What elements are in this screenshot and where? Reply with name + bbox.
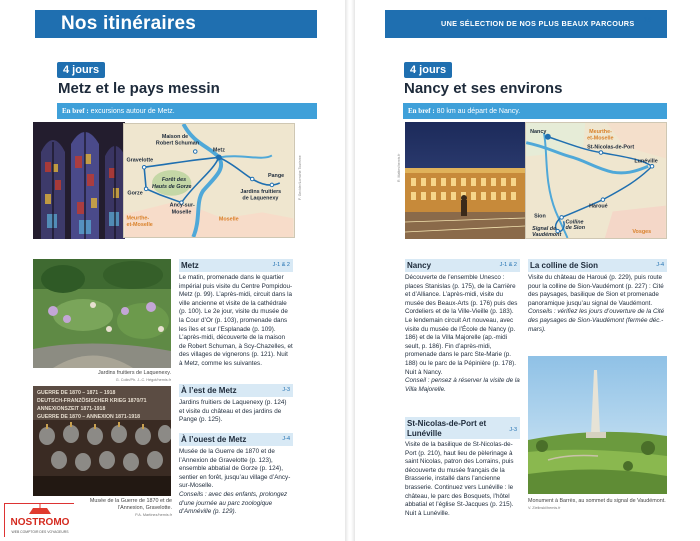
museum-caption-text: Musée de la Guerre de 1870 et de l’Annexion, Gravelotte. xyxy=(89,498,172,511)
map-label-colline1: Colline xyxy=(565,219,584,226)
section-nancy-days: J-1 & 2 xyxy=(499,262,517,268)
section-nancy xyxy=(405,259,520,394)
section-sion-head xyxy=(528,259,667,272)
section-stnicolas xyxy=(405,417,520,518)
chapter-title: Nos itinéraires xyxy=(61,13,196,34)
map-label-stnicolas: St-Nicolas-de-Port xyxy=(587,144,635,151)
map-label-metz: Metz xyxy=(212,147,225,154)
right-page xyxy=(355,0,700,541)
map-label-vosges: Vosges xyxy=(632,229,652,236)
section-sion xyxy=(528,259,667,334)
running-header xyxy=(385,10,667,38)
metz-map-art xyxy=(124,124,294,237)
map-label-colline2: de Sion xyxy=(565,225,585,232)
duration-badge: 4 jours xyxy=(57,62,105,78)
monument-caption-text: Monument à Barrès, au sommet du signal de Vaudémont. xyxy=(528,498,666,504)
map-label-robert: Robert Schuman xyxy=(155,140,200,147)
section-west-text: Musée de la Guerre de 1870 et de l’Annexion de Gravelotte (p. 123), ensemble abbatial de Gorze (p. 124), sentier en forêt, jusqu’au village d’Ancy-sur-Moselle. xyxy=(179,448,291,490)
monument-credit: V. Zielinski/hemis.fr xyxy=(528,506,561,510)
map-label-region1: Meurthe- xyxy=(126,215,150,222)
map-label-signal1: Signal de xyxy=(532,226,557,233)
nancy-map-art xyxy=(526,123,666,238)
section-nancy-title: Nancy xyxy=(407,261,432,270)
map-label-ancy: Ancy-sur- xyxy=(169,202,195,209)
section-west-head xyxy=(179,433,293,446)
running-header-text: UNE SÉLECTION DE NOS PLUS BEAUX PARCOURS xyxy=(441,19,635,28)
cathedral-photo-art xyxy=(33,122,125,239)
section-metz-days: J-1 & 2 xyxy=(272,262,290,268)
svg-text:DEUTSCH-FRANZÖSISCHER KRIEG 18: DEUTSCH-FRANZÖSISCHER KRIEG 1870/71 xyxy=(37,398,147,404)
section-stnicolas-text: Visite de la basilique de St-Nicolas-de-Port (p. 210), haut lieu de pèlerinage à saint Nicolas, patron des Lorrains, puis découverte du musée français de la Brasserie, installé dans l’ancienne brasserie. Continuez vers Lunéville : le château, le parc des Bosquets, l’hôtel abbatial et l’église St-Jacques (p. 215). Nuit à Lunéville. xyxy=(405,441,514,517)
section-east-days: J-3 xyxy=(282,387,290,393)
section-metz xyxy=(179,259,293,369)
section-metz-title: Metz xyxy=(181,261,199,270)
duration-badge: 4 jours xyxy=(404,62,452,78)
map-label-region1: Meurthe- xyxy=(589,128,612,135)
map-label-foret: Forêt des xyxy=(161,176,187,183)
section-east-title: À l’est de Metz xyxy=(181,386,237,395)
logo-tagline: WEB COMPTOIR DES VOYAGEURS xyxy=(11,530,69,534)
nancy-photo xyxy=(405,122,525,239)
map-label-region2: et-Moselle xyxy=(587,135,614,142)
map-label-region2: et-Moselle xyxy=(126,222,153,229)
section-west-note: Conseils : avec des enfants, prolongez d’une journée au parc zoologique d’Amnéville (p. 129). xyxy=(179,490,288,516)
book-gutter xyxy=(345,0,355,541)
svg-text:ANNEXIONSZEIT 1871-1918: ANNEXIONSZEIT 1871-1918 xyxy=(37,406,106,412)
map-label-gravelotte: Gravelotte xyxy=(126,157,154,164)
page-number: 19 xyxy=(644,17,652,24)
museum-credit: P.A. Martinez/hemis.fr xyxy=(135,513,172,517)
left-page xyxy=(0,0,345,541)
map-label-nancy: Nancy xyxy=(530,128,547,135)
section-east-metz xyxy=(179,384,293,425)
section-sion-title: La colline de Sion xyxy=(530,261,599,270)
map-label-signal2: Vaudémont xyxy=(532,232,562,238)
map-label-jardins: Jardins fruitiers xyxy=(240,188,282,195)
metz-map xyxy=(123,123,295,238)
svg-text:GUERRE DE 1870 – ANNEXION 1871: GUERRE DE 1870 – ANNEXION 1871-1918 xyxy=(37,414,141,420)
section-nancy-head xyxy=(405,259,520,272)
map-label-laquenexy: de Laquenexy xyxy=(242,195,279,202)
map-label-pange: Pange xyxy=(267,173,285,180)
photo-credit: F. Geckler/Lorraine Tourisme xyxy=(298,155,302,200)
nostromo-logo-art xyxy=(5,504,75,538)
section-metz-head xyxy=(179,259,293,272)
section-west-days: J-4 xyxy=(282,436,290,442)
map-label-luneville: Lunéville xyxy=(634,158,658,165)
section-stnicolas-days: J-3 xyxy=(509,427,517,433)
en-bref-text: excursions autour de Metz. xyxy=(90,108,175,115)
svg-text:GUERRE DE 1870 – 1871 – 1918: GUERRE DE 1870 – 1871 – 1918 xyxy=(37,390,116,396)
section-nancy-text: Découverte de l’ensemble Unesco : places Stanislas (p. 175), de la Carrière et d’Alliance. L’après-midi, visite du musée des Beaux-Arts (p. 176) puis des Cordeliers et de la Ville-Vieille (p. 183). Le lendemain circuit Art nouveau, avec visite du musée de l’École de Nancy (p. 186) et de la Villa Majorelle (ap.-midi seult, p. 186). Fin d’après-midi, promenade dans le parc Ste-Marie (p. 188) ou le parc de la Pépinière (p. 178). Nuit à Nancy. xyxy=(405,274,518,376)
map-label-gorze: Gorze xyxy=(127,190,143,197)
nostromo-logo xyxy=(4,503,74,537)
map-label-sion: Sion xyxy=(534,213,546,220)
monument-photo xyxy=(528,356,667,494)
section-stnicolas-title: St-Nicolas-de-Port et Lunéville xyxy=(407,419,487,438)
section-metz-text: Le matin, promenade dans le quartier impérial puis visite du Centre Pompidou-Metz (p. 99). L’après-midi, circuit dans la ville ancienne et visite de la cathédrale (p. 100). Le 2e jour, visite du musée de la Cour d’Or (p. 103), promenade dans les îles et sur l’Esplanade (p. 109). L’après-midi, découverte de la maison de Robert Schuman, à Scy-Chazelles, et des villages de vignerons (p. 121). Nuit à Metz, comme les suivantes. xyxy=(179,274,293,367)
en-bref-bar xyxy=(403,103,667,119)
garden-caption-text: Jardins fruitiers de Laquenexy. xyxy=(97,370,171,376)
map-label-river: Moselle xyxy=(218,216,239,223)
nancy-map xyxy=(525,122,667,239)
monument-photo-art xyxy=(528,356,667,494)
garden-photo-art xyxy=(33,259,171,368)
garden-credit: G. Colin/Ph. J.-C. Hégot/hemis.fr xyxy=(115,378,171,382)
section-east-head xyxy=(179,384,293,397)
en-bref-label: En bref : xyxy=(62,107,89,115)
section-sion-text: Visite du château de Haroué (p. 229), puis route pour la colline de Sion-Vaudémont (p. 227) : Cité des paysages, basilique de Sion et promenade panoramique jusqu’au signal de Vaudémont. xyxy=(528,274,664,307)
route-title: Nancy et ses environs xyxy=(404,80,563,97)
map-label-maison: Maison de xyxy=(161,133,189,140)
monument-caption xyxy=(528,498,667,512)
museum-photo xyxy=(33,386,171,496)
cathedral-photo xyxy=(33,122,125,239)
section-west-title: À l’ouest de Metz xyxy=(181,435,247,444)
garden-photo xyxy=(33,259,171,368)
section-west-metz xyxy=(179,433,293,517)
section-east-text: Jardins fruitiers de Laquenexy (p. 124) et visite du château et des jardins de Pange (p. 125). xyxy=(179,399,287,424)
garden-caption xyxy=(55,370,171,384)
en-bref-bar xyxy=(57,103,317,119)
museum-photo-art xyxy=(33,386,171,496)
map-label-hauts: Hauts de Gorze xyxy=(152,183,192,190)
en-bref-text: 80 km au départ de Nancy. xyxy=(436,108,521,115)
chapter-header xyxy=(35,10,317,38)
route-title: Metz et le pays messin xyxy=(58,80,220,97)
map-label-haroue: Haroué xyxy=(589,203,608,210)
section-stnicolas-head xyxy=(405,417,520,439)
map-label-ancy-moselle: Moselle xyxy=(171,209,192,216)
section-nancy-note: Conseil : pensez à réserver la visite de la Villa Majorelle. xyxy=(405,377,520,393)
logo-name: NOSTROMO xyxy=(10,517,70,528)
nancy-photo-art xyxy=(405,122,525,239)
section-sion-note: Conseils : vérifiez les jours d’ouverture de la Cité des paysages de Sion-Vaudémont (fermée déc.-mars). xyxy=(528,308,665,333)
section-sion-days: J-4 xyxy=(656,262,664,268)
photo-credit: R. Mattes/hemis.fr xyxy=(397,153,401,182)
en-bref-label: En bref : xyxy=(408,107,435,115)
museum-caption xyxy=(80,498,172,519)
